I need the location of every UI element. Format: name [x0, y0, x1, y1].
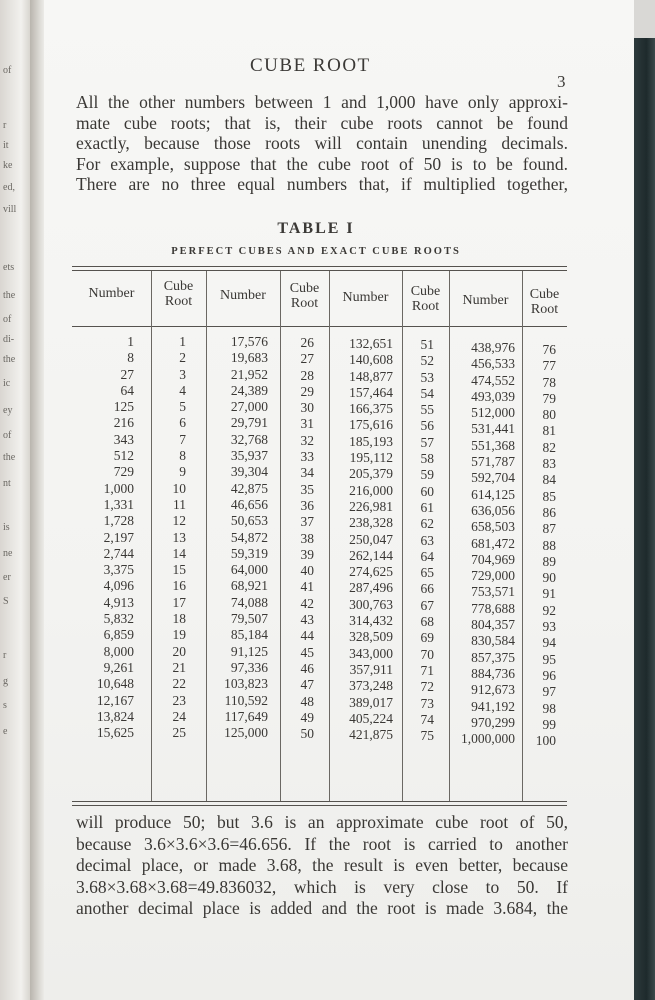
table-cell: 34 — [300, 465, 314, 481]
table-cell: 226,981 — [349, 498, 393, 514]
table-cell: 40 — [300, 563, 314, 579]
table-cell: 125,000 — [224, 725, 268, 741]
facing-page-fragment: ed, — [3, 182, 15, 193]
table-cell: 6,859 — [103, 627, 134, 643]
table-top-rule — [72, 266, 567, 267]
table-cell: 22 — [172, 676, 186, 692]
column-numbers-3 — [329, 336, 393, 743]
text-line: There are no three equal numbers that, if multiplied together, — [76, 174, 568, 194]
table-cell: 41 — [300, 579, 314, 595]
intro-paragraph — [76, 92, 568, 195]
table-top-rule-inner — [72, 270, 567, 271]
facing-page-fragment: ne — [3, 548, 13, 559]
table-cell: 39 — [300, 546, 314, 562]
table-cell: 29 — [300, 383, 314, 399]
facing-page-fragment: the — [3, 290, 16, 301]
table-cell: 49 — [300, 709, 314, 725]
facing-page-fragment: g — [3, 676, 8, 687]
table-cell: 45 — [300, 644, 314, 660]
table-cell: 132,651 — [349, 336, 393, 351]
facing-page-fragment: the — [3, 354, 16, 365]
table-cell: 328,509 — [349, 629, 393, 645]
continuation-paragraph — [76, 812, 568, 920]
table-cell: 512,000 — [471, 405, 515, 421]
table-bottom-rule-inner — [72, 805, 567, 806]
table-cell: 16 — [172, 578, 186, 594]
header-number: Number — [88, 286, 135, 301]
facing-page-fragment: of — [3, 430, 12, 441]
table-cell: 63 — [420, 532, 434, 548]
table-cell: 9,261 — [103, 659, 134, 675]
table-cell: 389,017 — [349, 694, 393, 710]
table-cell: 62 — [420, 516, 434, 532]
table-cell: 681,472 — [471, 535, 515, 551]
facing-page-fragment: the — [3, 452, 16, 463]
table-cell: 729 — [113, 464, 134, 480]
column-roots-3 — [402, 337, 434, 744]
table-cell: 531,441 — [471, 421, 515, 437]
column-numbers-2 — [206, 334, 268, 741]
text-line: decimal place, or made 3.68, the result is even better, because — [76, 855, 568, 875]
facing-page-edge — [0, 0, 30, 1000]
table-cell: 43 — [300, 612, 314, 628]
table-cell: 8,000 — [103, 643, 134, 659]
table-cell: 10 — [172, 480, 186, 496]
table-cell: 17 — [172, 594, 186, 610]
table-cell: 778,688 — [471, 600, 515, 616]
table-cell: 551,368 — [471, 437, 515, 453]
table-cell: 69 — [420, 630, 434, 646]
table-cell: 4,913 — [103, 594, 134, 610]
table-cell: 98 — [542, 700, 556, 716]
table-cell: 343 — [113, 431, 134, 447]
table-cell: 357,911 — [349, 661, 393, 677]
table-cell: 56 — [420, 418, 434, 434]
table-cell: 75 — [420, 728, 434, 744]
text-line: will produce 50; but 3.6 is an approximate cube root of 50, — [76, 812, 568, 832]
table-cell: 79 — [542, 390, 556, 406]
table-cell: 85,184 — [230, 627, 268, 643]
table-cell: 1 — [179, 334, 186, 349]
table-cell: 250,047 — [349, 531, 393, 547]
table-cell: 47 — [300, 677, 314, 693]
running-head: CUBE ROOT — [250, 55, 371, 76]
table-cell: 8 — [179, 448, 186, 464]
table-cell: 15 — [172, 562, 186, 578]
table-cell: 5 — [179, 399, 186, 415]
table-cell: 61 — [420, 499, 434, 515]
table-cell: 93 — [542, 619, 556, 635]
table-cell: 14 — [172, 545, 186, 561]
table-cell: 8 — [127, 350, 134, 366]
facing-page-fragment: di- — [3, 334, 15, 345]
facing-page-fragment: ets — [3, 262, 15, 273]
header-cube-root: Cube Root — [529, 287, 560, 317]
table-cell: 32 — [300, 432, 314, 448]
table-cell: 10,648 — [96, 676, 134, 692]
table-cell: 13 — [172, 529, 186, 545]
table-cell: 12 — [172, 513, 186, 529]
text-line: mate cube roots; that is, their cube roots cannot be found — [76, 112, 568, 133]
table-cell: 592,704 — [471, 470, 515, 486]
table-cell: 46 — [300, 660, 314, 676]
table-cell: 21 — [172, 659, 186, 675]
table-cell: 238,328 — [349, 515, 393, 531]
table-cell: 300,763 — [349, 596, 393, 612]
table-cell: 50,653 — [230, 513, 268, 529]
table-cell: 19,683 — [230, 350, 268, 366]
text-line: another decimal place is added and the root is made 3.684, the — [76, 898, 568, 918]
table-cell: 66 — [420, 581, 434, 597]
table-cell: 36 — [300, 497, 314, 513]
table-cell: 54 — [420, 385, 434, 401]
table-cell: 38 — [300, 530, 314, 546]
table-caption: PERFECT CUBES AND EXACT CUBE ROOTS — [171, 246, 461, 257]
table-cell: 35 — [300, 481, 314, 497]
table-cell: 37 — [300, 514, 314, 530]
header-rule — [72, 326, 567, 327]
table-title: TABLE I — [277, 220, 355, 237]
table-cell: 27 — [300, 351, 314, 367]
table-cell: 79,507 — [230, 611, 268, 627]
table-cell: 704,969 — [471, 551, 515, 567]
table-cell: 50 — [300, 726, 314, 742]
table-cell: 205,379 — [349, 466, 393, 482]
header-number: Number — [462, 293, 509, 308]
table-cell: 941,192 — [471, 698, 515, 714]
table-cell: 175,616 — [349, 417, 393, 433]
table-cell: 46,656 — [230, 496, 268, 512]
table-cell: 19 — [172, 627, 186, 643]
facing-page-fragment: e — [3, 726, 8, 737]
table-cell: 912,673 — [471, 682, 515, 698]
table-cell: 287,496 — [349, 580, 393, 596]
table-cell: 4,096 — [103, 578, 134, 594]
table-cell: 76 — [542, 342, 556, 357]
table-cell: 12,167 — [96, 692, 134, 708]
table-cell: 42,875 — [230, 480, 268, 496]
header-number: Number — [220, 288, 266, 303]
table-cell: 373,248 — [349, 678, 393, 694]
table-cell: 92 — [542, 602, 556, 618]
table-cell: 1,000 — [103, 480, 134, 496]
column-roots-4 — [522, 342, 556, 749]
table-cell: 753,571 — [471, 584, 515, 600]
table-cell: 77 — [542, 358, 556, 374]
table-bottom-rule — [72, 801, 567, 802]
table-cell: 57 — [420, 434, 434, 450]
facing-page-fragment: ic — [3, 378, 11, 389]
table-cell: 32,768 — [230, 431, 268, 447]
table-cell: 274,625 — [349, 564, 393, 580]
table-cell: 100 — [535, 733, 556, 749]
table-cell: 405,224 — [349, 710, 393, 726]
facing-page-fragment: ke — [3, 160, 13, 171]
table-cell: 11 — [173, 496, 186, 512]
table-cell: 25 — [172, 725, 186, 741]
text-line: because 3.6×3.6×3.6=46.656. If the root is carried to another — [76, 833, 568, 854]
table-cell: 166,375 — [349, 401, 393, 417]
table-cell: 5,832 — [103, 611, 134, 627]
table-cell: 33 — [300, 449, 314, 465]
table-cell: 28 — [300, 367, 314, 383]
table-cell: 42 — [300, 595, 314, 611]
table-cell: 65 — [420, 565, 434, 581]
table-cell: 70 — [420, 646, 434, 662]
table-cell: 1,000,000 — [461, 731, 515, 747]
table-cell: 51 — [420, 337, 434, 352]
table-cell: 74,088 — [230, 594, 268, 610]
table-cell: 23 — [172, 692, 186, 708]
table-cell: 658,503 — [471, 519, 515, 535]
header-number: Number — [342, 290, 389, 305]
table-cell: 7 — [179, 431, 186, 447]
page-number: 3 — [557, 72, 566, 91]
table-cell: 148,877 — [349, 368, 393, 384]
header-cube-root: Cube Root — [289, 281, 320, 311]
table-cell: 67 — [420, 597, 434, 613]
table-cell: 970,299 — [471, 714, 515, 730]
table-cell: 103,823 — [224, 676, 268, 692]
table-cell: 110,592 — [224, 692, 268, 708]
column-roots-2 — [280, 335, 314, 742]
table-cell: 64,000 — [230, 562, 268, 578]
table-cell: 94 — [542, 635, 556, 651]
table-cell: 314,432 — [349, 613, 393, 629]
text-line: For example, suppose that the cube root of 50 is to be found. — [76, 153, 568, 174]
table-cell: 857,375 — [471, 649, 515, 665]
table-cell: 87 — [542, 521, 556, 537]
table-cell: 78 — [542, 374, 556, 390]
table-cell: 89 — [542, 553, 556, 569]
table-cell: 71 — [420, 662, 434, 678]
table-cell: 493,039 — [471, 388, 515, 404]
table-cell: 343,000 — [349, 645, 393, 661]
table-cell: 2,197 — [103, 529, 134, 545]
table-cell: 64 — [420, 548, 434, 564]
header-cube-root: Cube Root — [163, 279, 194, 309]
table-cell: 31 — [300, 416, 314, 432]
table-cell: 438,976 — [471, 340, 515, 355]
facing-page-fragment: er — [3, 572, 11, 583]
table-cell: 614,125 — [471, 486, 515, 502]
header-cube-root: Cube Root — [410, 284, 441, 314]
table-cell: 59 — [420, 467, 434, 483]
table-cell: 48 — [300, 693, 314, 709]
table-cell: 24 — [172, 708, 186, 724]
table-cell: 216 — [113, 415, 134, 431]
table-cell: 157,464 — [349, 384, 393, 400]
table-cell: 3,375 — [103, 562, 134, 578]
table-cell: 3 — [179, 366, 186, 382]
table-cell: 27,000 — [230, 399, 268, 415]
table-cell: 26 — [300, 335, 314, 350]
table-cell: 571,787 — [471, 454, 515, 470]
table-cell: 15,625 — [96, 725, 134, 741]
facing-page-fragment: of — [3, 314, 12, 325]
table-cell: 35,937 — [230, 448, 268, 464]
table-cell: 82 — [542, 439, 556, 455]
table-cell: 99 — [542, 716, 556, 732]
facing-page-fragment: ey — [3, 405, 13, 416]
table-cell: 29,791 — [230, 415, 268, 431]
table-cell: 830,584 — [471, 633, 515, 649]
book-cover-edge — [634, 38, 655, 1000]
facing-page-fragment: vill — [3, 204, 17, 215]
table-cell: 474,552 — [471, 372, 515, 388]
table-cell: 83 — [542, 456, 556, 472]
table-cell: 6 — [179, 415, 186, 431]
table-cell: 262,144 — [349, 547, 393, 563]
table-cell: 804,357 — [471, 617, 515, 633]
table-cell: 91 — [542, 586, 556, 602]
table-cell: 52 — [420, 353, 434, 369]
table-cell: 60 — [420, 483, 434, 499]
table-cell: 68,921 — [230, 578, 268, 594]
table-cell: 18 — [172, 611, 186, 627]
facing-page-fragment: s — [3, 700, 7, 711]
background-strip — [634, 0, 655, 38]
column-roots-1 — [151, 334, 186, 741]
table-cell: 81 — [542, 423, 556, 439]
facing-page-fragment: S — [3, 596, 9, 607]
table-cell: 21,952 — [230, 366, 268, 382]
table-cell: 185,193 — [349, 433, 393, 449]
facing-page-fragment: is — [3, 522, 10, 533]
table-cell: 456,533 — [471, 356, 515, 372]
table-cell: 58 — [420, 451, 434, 467]
table-cell: 30 — [300, 400, 314, 416]
table-cell: 117,649 — [224, 708, 268, 724]
table-cell: 216,000 — [349, 482, 393, 498]
table-cell: 1,728 — [103, 513, 134, 529]
table-cell: 9 — [179, 464, 186, 480]
table-cell: 90 — [542, 570, 556, 586]
table-cell: 884,736 — [471, 665, 515, 681]
table-cell: 97 — [542, 684, 556, 700]
table-cell: 91,125 — [230, 643, 268, 659]
facing-page-fragment: r — [3, 650, 7, 661]
table-cell: 636,056 — [471, 502, 515, 518]
facing-page-fragment: of — [3, 65, 12, 76]
table-cell: 96 — [542, 667, 556, 683]
table-cell: 1,331 — [103, 496, 134, 512]
table-cell: 729,000 — [471, 568, 515, 584]
table-cell: 24,389 — [230, 382, 268, 398]
table-cell: 64 — [120, 382, 134, 398]
table-cell: 97,336 — [230, 659, 268, 675]
table-cell: 72 — [420, 679, 434, 695]
table-cell: 59,319 — [230, 545, 268, 561]
table-cell: 80 — [542, 407, 556, 423]
table-cell: 44 — [300, 628, 314, 644]
facing-page-fragment: r — [3, 120, 7, 131]
table-cell: 27 — [120, 366, 134, 382]
table-cell: 86 — [542, 504, 556, 520]
table-cell: 55 — [420, 402, 434, 418]
table-cell: 73 — [420, 695, 434, 711]
table-cell: 39,304 — [230, 464, 268, 480]
table-cell: 74 — [420, 711, 434, 727]
column-numbers-1 — [72, 334, 134, 741]
table-cell: 125 — [113, 399, 134, 415]
table-cell: 13,824 — [96, 708, 134, 724]
table-cell: 54,872 — [230, 529, 268, 545]
table-cell: 53 — [420, 369, 434, 385]
text-line: All the other numbers between 1 and 1,000 have only approxi- — [76, 92, 568, 112]
table-cell: 1 — [127, 334, 134, 349]
table-cell: 512 — [113, 448, 134, 464]
table-cell: 17,576 — [230, 334, 268, 349]
table-cell: 85 — [542, 488, 556, 504]
table-cell: 140,608 — [349, 352, 393, 368]
table-cell: 88 — [542, 537, 556, 553]
table-cell: 2,744 — [103, 545, 134, 561]
table-cell: 84 — [542, 472, 556, 488]
table-cell: 20 — [172, 643, 186, 659]
facing-page-fragment: nt — [3, 478, 11, 489]
table-cell: 95 — [542, 651, 556, 667]
table-cell: 195,112 — [349, 450, 393, 466]
table-cell: 68 — [420, 614, 434, 630]
text-line: exactly, because those roots will contain unending decimals. — [76, 133, 568, 153]
book-gutter — [30, 0, 44, 1000]
table-cell: 4 — [179, 382, 186, 398]
table-cell: 2 — [179, 350, 186, 366]
facing-page-fragment: it — [3, 140, 9, 151]
column-numbers-4 — [449, 340, 515, 747]
text-line: 3.68×3.68×3.68=49.836032, which is very close to 50. If — [76, 876, 568, 897]
table-cell: 421,875 — [349, 727, 393, 743]
